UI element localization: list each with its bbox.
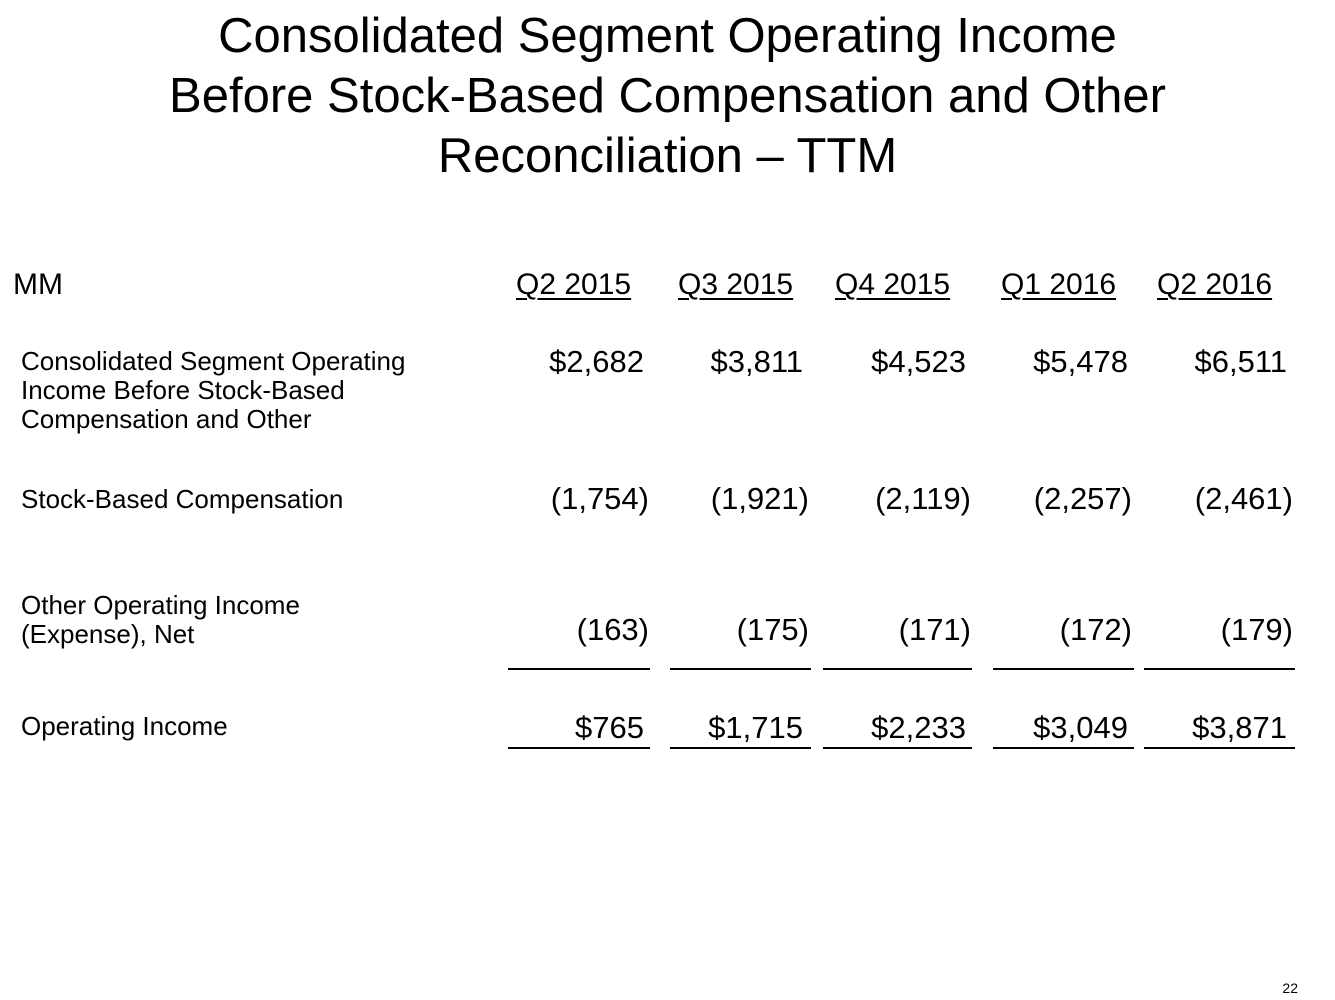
row-label-stock-based-compensation: Stock-Based Compensation	[21, 484, 344, 514]
table-cell: (1,754)	[550, 481, 649, 516]
table-cell: (175)	[736, 612, 809, 647]
table-cell: (1,921)	[710, 481, 809, 516]
subtotal-rule	[1144, 668, 1295, 670]
table-cell: $6,511	[1194, 344, 1287, 379]
table-cell: $2,233	[871, 710, 966, 745]
column-header-q1-2016: Q1 2016	[1001, 268, 1117, 301]
table-cell: $5,478	[1033, 344, 1128, 379]
subtotal-rule	[993, 668, 1134, 670]
table-cell: (172)	[1059, 612, 1132, 647]
table-cell: (2,257)	[1033, 481, 1132, 516]
slide-title	[0, 6, 1335, 186]
row-label-operating-income: Operating Income	[21, 711, 228, 741]
table-cell: (171)	[898, 612, 971, 647]
column-header-q3-2015: Q3 2015	[678, 268, 794, 301]
table-cell: $3,811	[710, 344, 803, 379]
subtotal-rule	[508, 668, 650, 670]
total-rule	[1144, 747, 1295, 749]
row-label-segment-operating-income: Consolidated Segment Operating Income Before Stock-Based Compensation and Other	[21, 346, 406, 434]
table-cell: $1,715	[708, 710, 803, 745]
column-header-q4-2015: Q4 2015	[835, 268, 951, 301]
title-line-1: Consolidated Segment Operating Income	[218, 9, 1117, 63]
table-cell: $2,682	[549, 344, 644, 379]
unit-label: MM	[13, 268, 63, 301]
column-header-q2-2015: Q2 2015	[516, 268, 632, 301]
table-cell: $765	[575, 710, 644, 745]
total-rule	[823, 747, 972, 749]
row-label-other-operating-income: Other Operating Income (Expense), Net	[21, 590, 300, 649]
table-cell: $3,871	[1192, 710, 1287, 745]
table-cell: (179)	[1220, 612, 1293, 647]
table-cell: (2,119)	[875, 481, 971, 516]
total-rule	[993, 747, 1134, 749]
column-header-q2-2016: Q2 2016	[1157, 268, 1273, 301]
total-rule	[508, 747, 650, 749]
table-cell: (2,461)	[1194, 481, 1293, 516]
title-line-2: Before Stock-Based Compensation and Other	[169, 69, 1166, 123]
page-number: 22	[1282, 980, 1298, 996]
table-cell: (163)	[576, 612, 649, 647]
table-cell: $3,049	[1033, 710, 1128, 745]
table-cell: $4,523	[871, 344, 966, 379]
subtotal-rule	[823, 668, 972, 670]
total-rule	[670, 747, 811, 749]
title-line-3: Reconciliation – TTM	[437, 129, 898, 183]
subtotal-rule	[670, 668, 811, 670]
